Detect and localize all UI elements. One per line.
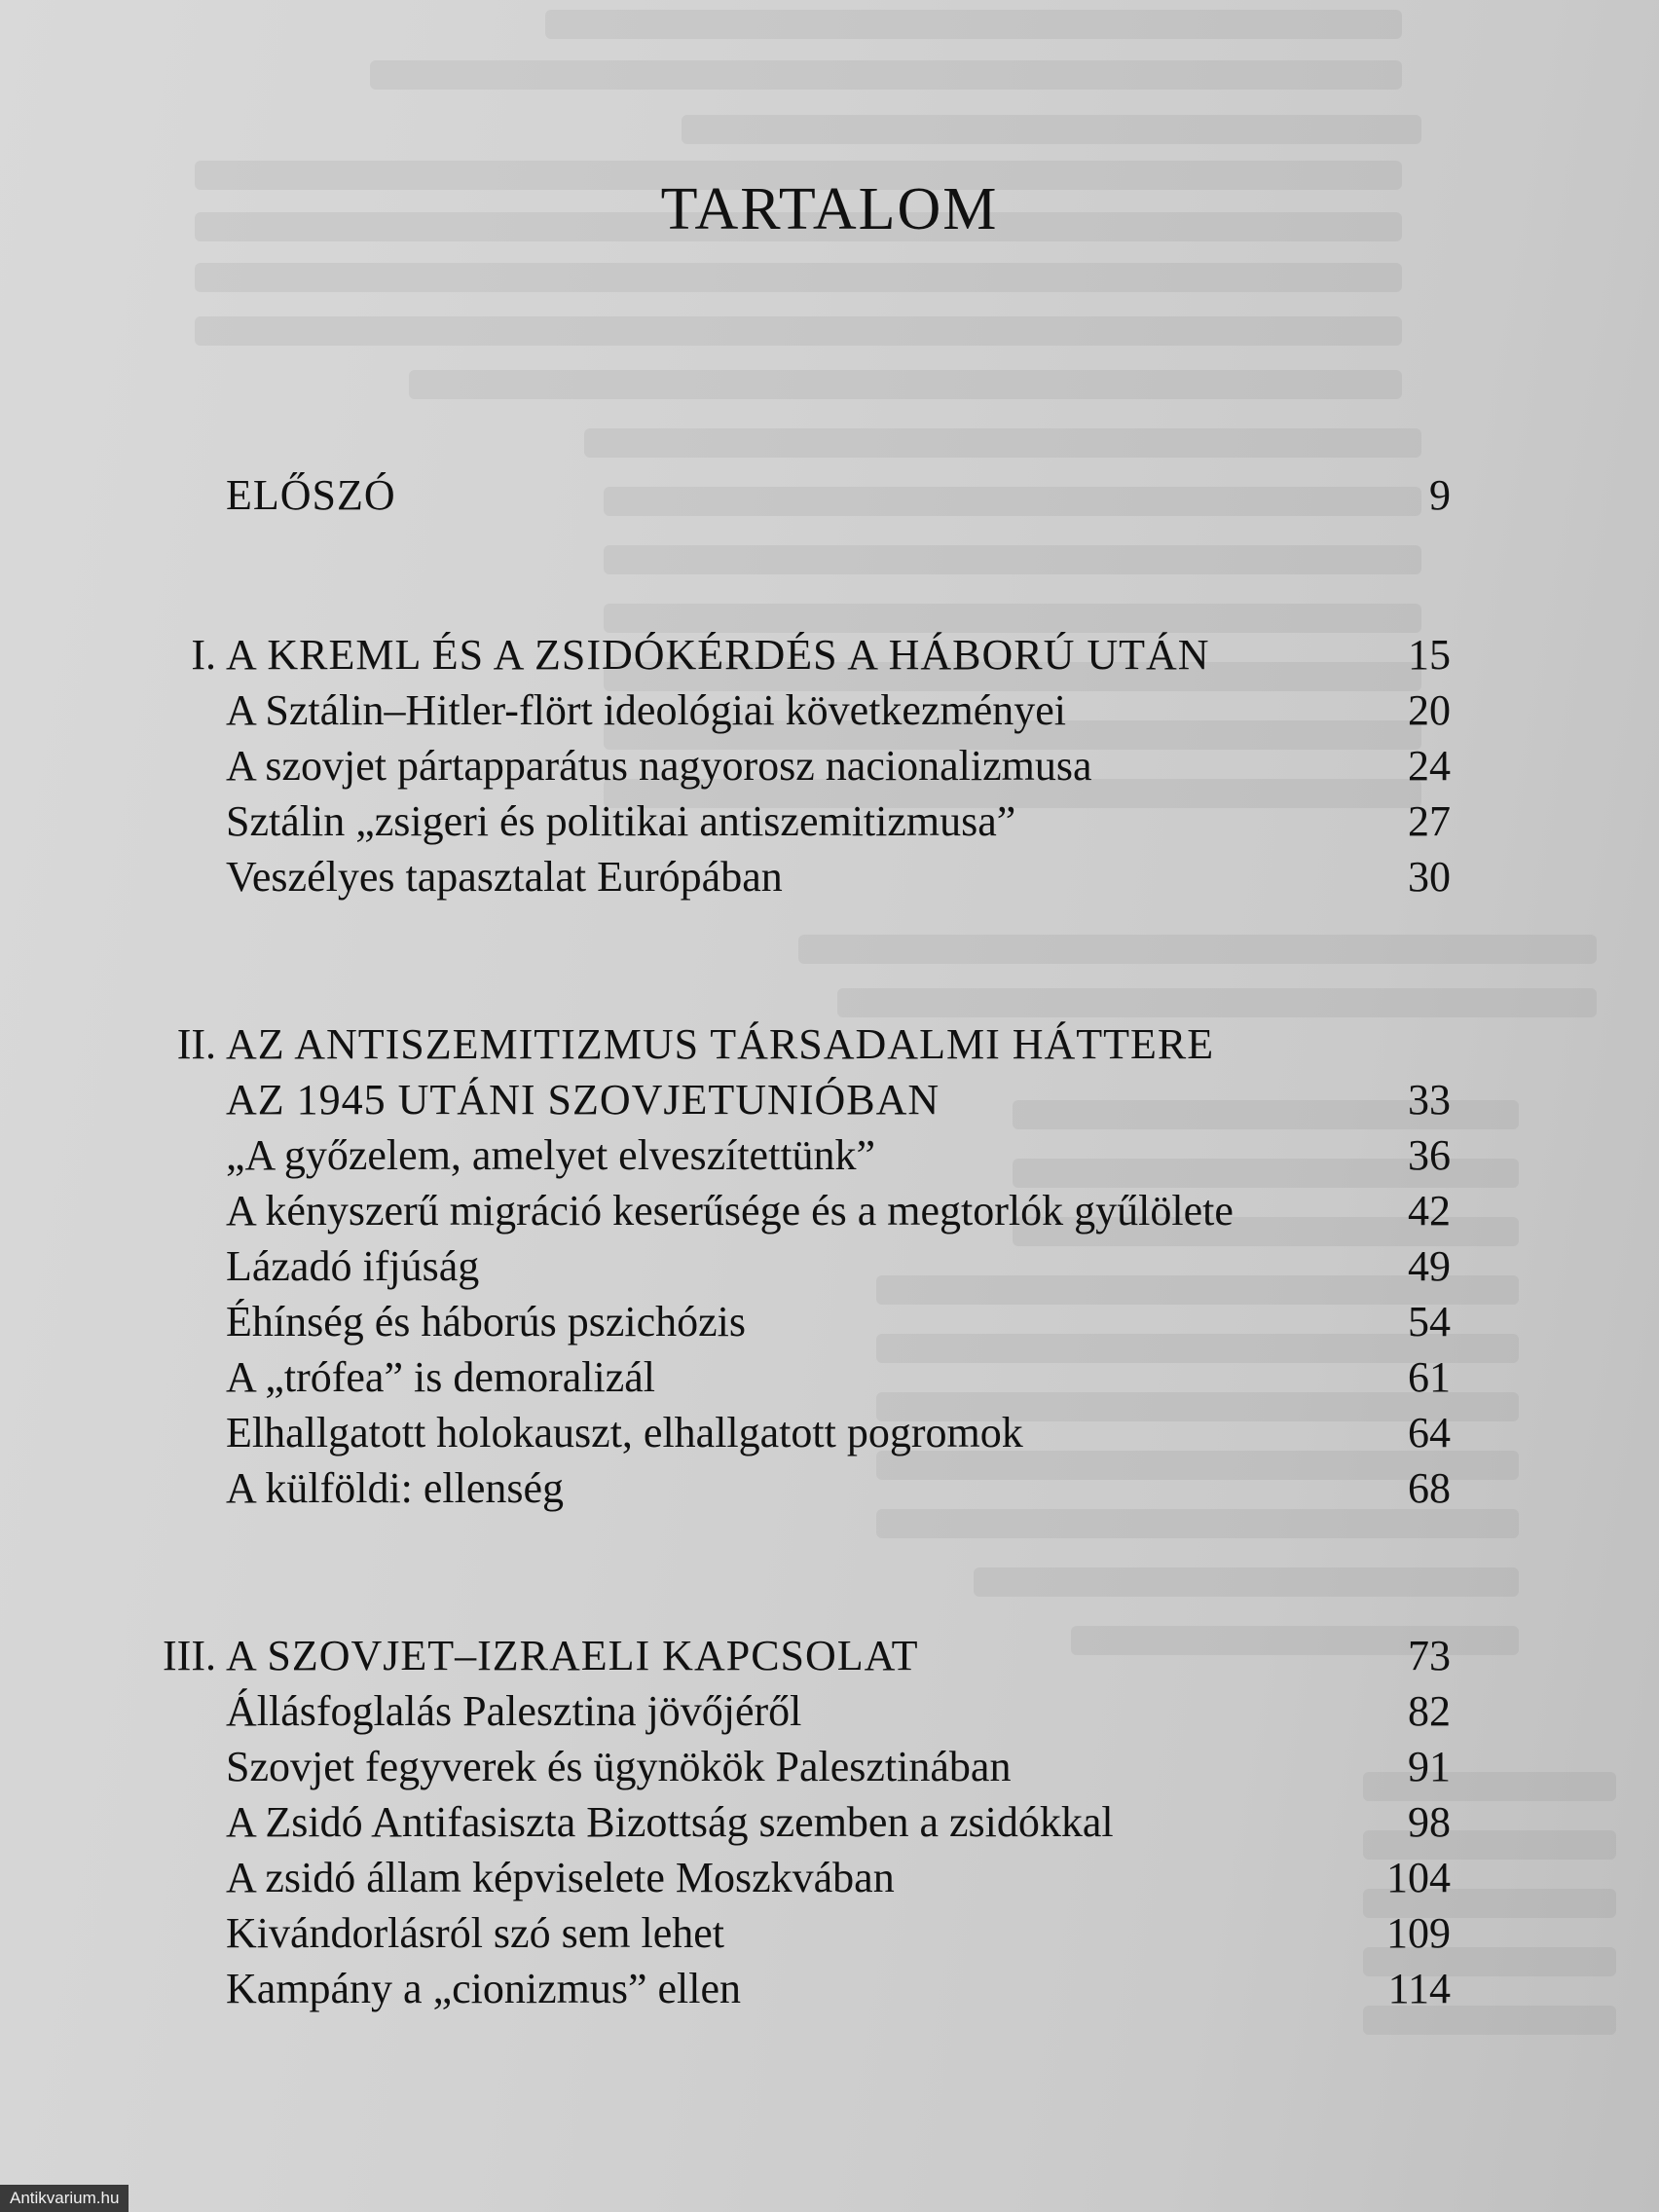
toc-section[interactable] [226, 1741, 1451, 1793]
section-page: 24 [1408, 742, 1451, 790]
chapter-number: I. [191, 631, 216, 679]
section-page: 82 [1408, 1687, 1451, 1735]
section-title: Elhallgatott holokauszt, elhallgatott pogromok [226, 1409, 1023, 1456]
section-title: A Zsidó Antifasiszta Bizottság szemben a zsidókkal [226, 1798, 1114, 1846]
section-title: A „trófea” is demoralizál [226, 1353, 656, 1401]
section-page: 20 [1408, 686, 1451, 734]
section-page: 27 [1408, 797, 1451, 845]
section-title: A Sztálin–Hitler-flört ideológiai következményei [226, 686, 1066, 734]
section-page: 68 [1408, 1464, 1451, 1512]
toc-section[interactable] [226, 1185, 1451, 1237]
toc-section[interactable] [226, 1852, 1451, 1904]
chapter-page: 73 [1408, 1632, 1451, 1679]
section-title: A külföldi: ellenség [226, 1464, 565, 1512]
section-page: 98 [1408, 1798, 1451, 1846]
section-page: 114 [1387, 1965, 1451, 2012]
toc-section[interactable] [226, 1685, 1451, 1738]
toc-chapter-2-line-1[interactable] [176, 1018, 1451, 1071]
toc-entry-preface[interactable] [226, 469, 1451, 522]
toc-section[interactable] [226, 1907, 1451, 1960]
toc-section[interactable] [226, 851, 1451, 903]
section-title: A szovjet pártapparátus nagyorosz nacionalizmusa [226, 742, 1092, 790]
toc-chapter-2-line-2[interactable] [226, 1074, 1451, 1126]
toc-section[interactable] [226, 1240, 1451, 1293]
toc-chapter-1[interactable] [191, 629, 1451, 682]
section-title: Veszélyes tapasztalat Európában [226, 853, 783, 901]
section-page: 109 [1386, 1909, 1451, 1957]
section-title: A kényszerű migráció keserűsége és a megtorlók gyűlölete [226, 1187, 1234, 1235]
section-page: 61 [1408, 1353, 1451, 1401]
toc-section[interactable] [226, 1296, 1451, 1348]
section-title: Sztálin „zsigeri és politikai antiszemitizmusa” [226, 797, 1016, 845]
section-page: 91 [1408, 1743, 1451, 1790]
toc-section[interactable] [226, 1462, 1451, 1515]
chapter-title: A KREML ÉS A ZSIDÓKÉRDÉS A HÁBORÚ UTÁN [226, 631, 1210, 679]
section-page: 49 [1408, 1242, 1451, 1290]
section-page: 64 [1408, 1409, 1451, 1456]
toc-section[interactable] [226, 1796, 1451, 1849]
section-title: Kampány a „cionizmus” ellen [226, 1965, 742, 2012]
chapter-title: AZ ANTISZEMITIZMUS TÁRSADALMI HÁTTERE [226, 1020, 1215, 1068]
toc-chapter-3[interactable] [163, 1630, 1451, 1682]
section-page: 42 [1408, 1187, 1451, 1235]
toc-entry-page: 9 [1429, 471, 1451, 519]
chapter-number: II. [176, 1020, 216, 1068]
watermark: Antikvarium.hu [0, 2185, 129, 2212]
section-title: Szovjet fegyverek és ügynökök Palesztinában [226, 1743, 1012, 1790]
toc-section[interactable] [226, 795, 1451, 848]
section-page: 36 [1408, 1131, 1451, 1179]
section-title: Lázadó ifjúság [226, 1242, 480, 1290]
chapter-page: 15 [1408, 631, 1451, 679]
section-title: Kivándorlásról szó sem lehet [226, 1909, 724, 1957]
toc-section[interactable] [226, 1351, 1451, 1404]
chapter-page: 33 [1408, 1076, 1451, 1124]
chapter-number: III. [163, 1632, 216, 1679]
section-title: A zsidó állam képviselete Moszkvában [226, 1854, 895, 1901]
toc-section[interactable] [226, 1129, 1451, 1182]
section-title: Éhínség és háborús pszichózis [226, 1298, 746, 1346]
toc-section[interactable] [226, 1963, 1451, 2015]
section-page: 104 [1386, 1854, 1451, 1901]
chapter-title-continued: AZ 1945 UTÁNI SZOVJETUNIÓBAN [226, 1076, 940, 1124]
section-title: Állásfoglalás Palesztina jövőjéről [226, 1687, 802, 1735]
section-page: 30 [1408, 853, 1451, 901]
toc-entry-title: ELŐSZÓ [226, 471, 396, 519]
toc-section[interactable] [226, 684, 1451, 737]
toc-section[interactable] [226, 740, 1451, 793]
section-page: 54 [1408, 1298, 1451, 1346]
page-title: TARTALOM [660, 176, 999, 242]
chapter-title: A SZOVJET–IZRAELI KAPCSOLAT [226, 1632, 919, 1679]
section-title: „A győzelem, amelyet elveszítettünk” [226, 1131, 876, 1179]
toc-section[interactable] [226, 1407, 1451, 1459]
